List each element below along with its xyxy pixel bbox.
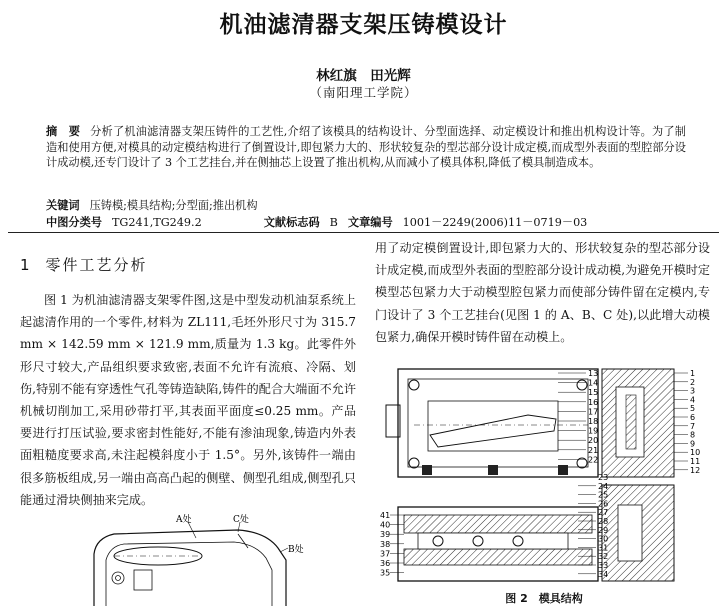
callout-19: 19 (588, 426, 599, 436)
figure1-label-a: A处 (176, 515, 192, 525)
callout-24: 24 (598, 481, 609, 491)
callout-4: 4 (690, 395, 696, 405)
callout-32: 32 (598, 552, 609, 562)
callout-41: 41 (380, 511, 391, 520)
callout-11: 11 (690, 457, 701, 466)
figure2-mold-structure (378, 365, 710, 585)
callout-12: 12 (690, 465, 701, 475)
callout-33: 33 (598, 561, 609, 570)
paper-title: 机油滤清器支架压铸模设计 (219, 12, 508, 38)
callout-34: 34 (598, 569, 609, 579)
callout-35: 35 (380, 568, 391, 578)
keywords-row (46, 197, 258, 213)
callout-6: 6 (690, 413, 696, 422)
figure2-caption: 图 2 模具结构 (505, 592, 583, 605)
callout-18: 18 (588, 417, 599, 426)
article-number-value: 1001－2249(2006)11－0719－03 (402, 216, 588, 229)
keywords-label: 关键词 (46, 199, 80, 212)
callout-27: 27 (598, 508, 609, 518)
callout-36: 36 (380, 559, 391, 568)
callout-28: 28 (598, 517, 609, 526)
abstract-block (46, 124, 686, 171)
callout-5: 5 (690, 404, 696, 414)
callout-37: 37 (380, 549, 391, 559)
callout-9: 9 (690, 439, 696, 449)
callout-17: 17 (588, 407, 599, 417)
callout-10: 10 (690, 448, 701, 458)
figure1-part-drawing (88, 508, 320, 606)
callout-22: 22 (588, 455, 599, 465)
left-paragraph: 图 1 为机油滤清器支架零件图,这是中型发动机油泵系统上起滤清作用的一个零件,材料为 ZL111,毛坯外形尺寸为 315.7 mm × 142.59 mm × 121.9 mm,质量为 1.3 kg。此零件外形尺寸较大,产品组织要求致密,表面不允许有流痕、冷隔、划伤,特别不能有穿透性气孔等铸造缺陷,铸件的配合大端面不允许机械切削加工,采用砂带打平,其表面平面度≤0.25 mm。产品要进行打压试验,要求密封性能好,不能有渗油现象,铸造内外表面粗糙度要求高,未注起模斜度小于 1.5°。另外,该铸件一端由很多筋板组成,另一端由高高凸起的侧壁、侧型孔组成,侧型孔只能通过滑块侧抽来完成。 (20, 293, 356, 507)
callout-8: 8 (690, 430, 696, 440)
abstract-text: 分析了机油滤清器支架压铸件的工艺性,介绍了该模具的结构设计、分型面选择、动定模设计和推出机构设计等。为了制造和使用方便,对模具的动定模结构进行了倒置设计,即包紧力大的、形状较复杂的型芯部分设计成定模,而成型外表面的型腔部分设计成动模,还专门设计了 3 个工艺挂台,并在侧抽芯上设置了推出机构,从而减小了模具体积,降低了模具制造成本。 (46, 125, 686, 170)
callout-14: 14 (588, 378, 599, 388)
authors: 林红旗 田光辉 (316, 68, 411, 84)
header-divider (8, 232, 719, 233)
clc-value: TG241,TG249.2 (111, 216, 202, 229)
affiliation: （南阳理工学院） (309, 85, 418, 100)
callout-15: 15 (588, 388, 599, 398)
callout-30: 30 (598, 534, 609, 544)
figure1-label-b: B处 (288, 545, 304, 555)
clc-label: 中图分类号 (46, 216, 102, 229)
callout-1: 1 (690, 369, 696, 378)
figure1-label-c: C处 (233, 515, 249, 525)
callout-29: 29 (598, 525, 609, 535)
keywords-text: 压铸模;模具结构;分型面;推出机构 (89, 199, 258, 212)
section-title: 零件工艺分析 (45, 256, 148, 274)
callout-21: 21 (588, 445, 599, 455)
callout-13: 13 (588, 369, 599, 378)
callout-38: 38 (380, 539, 391, 549)
section-heading (20, 254, 148, 275)
callout-26: 26 (598, 499, 609, 509)
doc-code-label: 文献标志码 (263, 216, 320, 229)
callout-20: 20 (588, 436, 599, 446)
section-number: 1 (20, 256, 32, 274)
callout-23: 23 (598, 473, 609, 482)
callout-39: 39 (380, 530, 391, 540)
callout-3: 3 (690, 386, 696, 396)
callout-16: 16 (588, 397, 599, 407)
callout-31: 31 (598, 543, 609, 553)
classification-row (46, 214, 587, 230)
abstract-label: 摘 要 (46, 125, 81, 138)
doc-code-value: B (329, 216, 338, 229)
article-number-label: 文章编号 (347, 216, 393, 229)
callout-2: 2 (690, 377, 696, 387)
right-paragraph: 用了动定模倒置设计,即包紧力大的、形状较复杂的型芯部分设计成定模,而成型外表面的型腔部分设计成动模,为避免开模时定模型芯包紧力大于动模型腔包紧力而使部分铸件留在定模内,专门设计了 3 个工艺挂台(见图 1 的 A、B、C 处),以此增大动模包紧力,确保开模时铸件留在动模上。 (375, 241, 710, 344)
callout-40: 40 (380, 520, 391, 530)
callout-25: 25 (598, 490, 609, 500)
callout-7: 7 (690, 421, 696, 431)
